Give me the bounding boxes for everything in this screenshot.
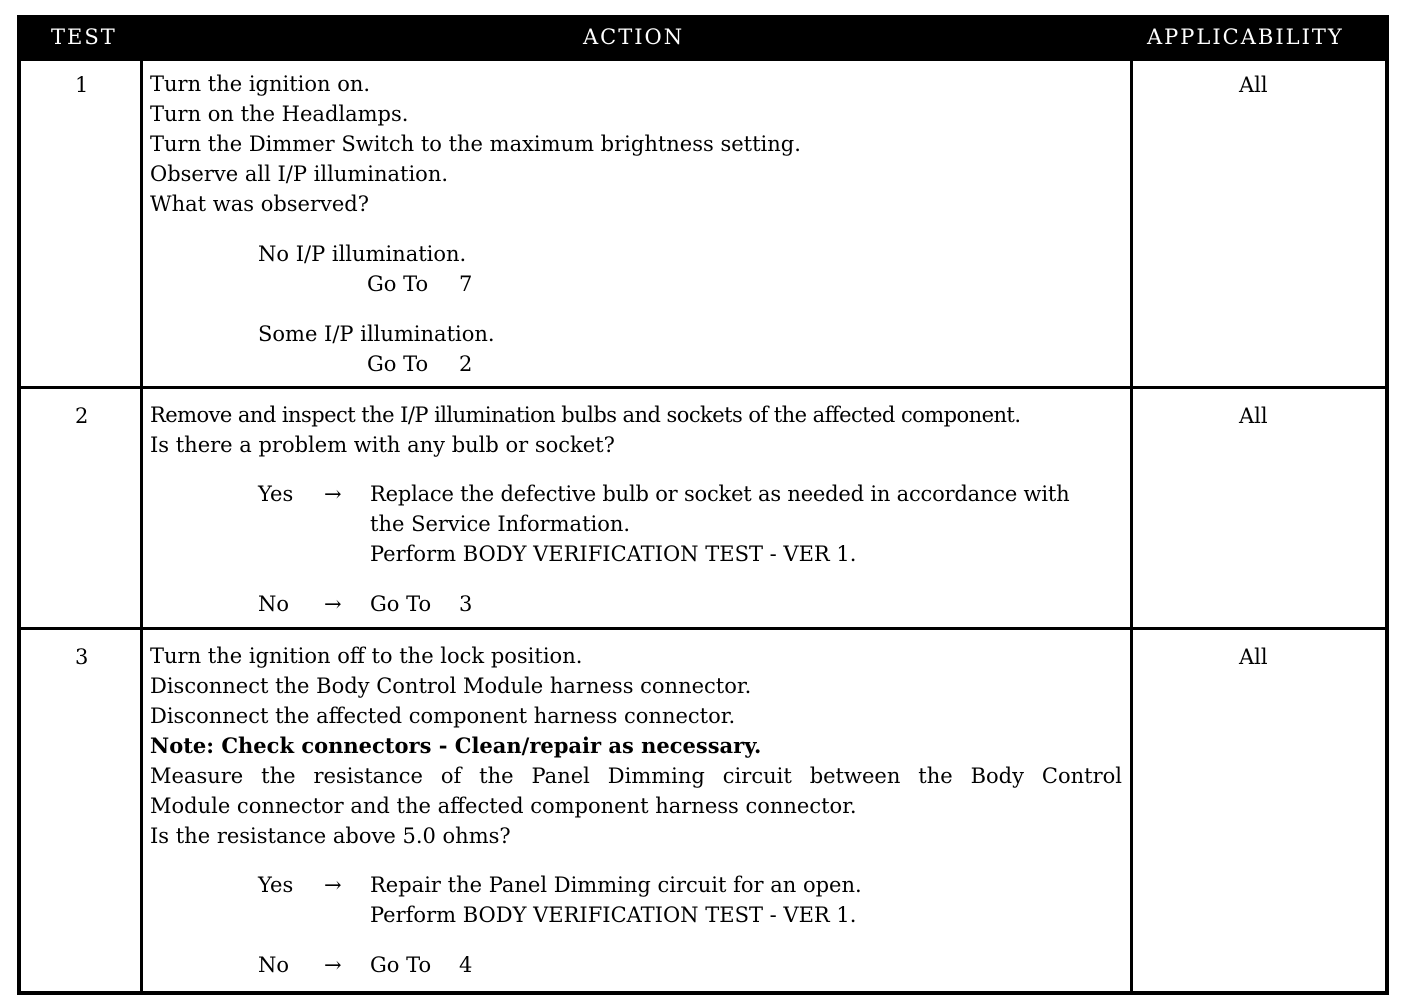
header-test: TEST — [51, 25, 117, 49]
word: Measure — [150, 764, 244, 788]
yes-action: Perform BODY VERIFICATION TEST - VER 1. — [370, 903, 857, 927]
row-divider — [21, 627, 1385, 630]
applicability-value: All — [1239, 645, 1268, 669]
action-step: Turn the ignition off to the lock position. — [150, 644, 583, 668]
word: the — [261, 764, 296, 788]
question: Is the resistance above 5.0 ohms? — [150, 824, 511, 848]
table-header — [21, 19, 1385, 61]
yes-action: the Service Information. — [370, 512, 631, 536]
action-step: Turn the Dimmer Switch to the maximum brightness setting. — [150, 132, 801, 156]
arrow-icon: → — [324, 953, 342, 977]
question: Is there a problem with any bulb or socket? — [150, 433, 615, 457]
note: Note: Check connectors - Clean/repair as necessary. — [150, 733, 762, 758]
word: the — [918, 764, 953, 788]
goto-link[interactable]: 3 — [459, 592, 473, 616]
test-number: 1 — [75, 73, 89, 97]
row-divider — [21, 386, 1385, 389]
test-number: 2 — [75, 404, 89, 428]
goto-label: Go To — [370, 592, 432, 616]
action-step: Turn on the Headlamps. — [150, 102, 409, 126]
header-action: ACTION — [583, 25, 685, 49]
action-step: Observe all I/P illumination. — [150, 162, 449, 186]
action-step: Disconnect the Body Control Module harness connector. — [150, 674, 752, 698]
arrow-icon: → — [324, 592, 342, 616]
yes-label: Yes — [258, 873, 294, 897]
goto-link[interactable]: 2 — [459, 352, 473, 376]
no-label: No — [258, 953, 290, 977]
word: Panel — [531, 764, 590, 788]
applicability-value: All — [1239, 404, 1268, 428]
action-step: Turn the ignition on. — [150, 72, 371, 96]
diagnostic-table — [17, 15, 1389, 995]
option-label: No I/P illumination. — [258, 242, 467, 266]
test-number: 3 — [75, 645, 89, 669]
yes-label: Yes — [258, 482, 294, 506]
goto-label: Go To — [367, 272, 429, 296]
word: of — [440, 764, 462, 788]
action-step — [150, 761, 1122, 791]
word: Control — [1041, 764, 1122, 788]
option-label: Some I/P illumination. — [258, 322, 495, 346]
goto-link[interactable]: 4 — [459, 953, 473, 977]
word: the — [479, 764, 514, 788]
yes-action: Repair the Panel Dimming circuit for an open. — [370, 873, 862, 897]
arrow-icon: → — [324, 873, 342, 897]
applicability-value: All — [1239, 73, 1268, 97]
no-label: No — [258, 592, 290, 616]
goto-label: Go To — [367, 352, 429, 376]
action-step: Module connector and the affected component harness connector. — [150, 794, 857, 818]
yes-action: Perform BODY VERIFICATION TEST - VER 1. — [370, 542, 857, 566]
action-step: Disconnect the affected component harness connector. — [150, 704, 736, 728]
question: What was observed? — [150, 192, 370, 216]
yes-action: Replace the defective bulb or socket as needed in accordance with — [370, 482, 1070, 506]
word: between — [809, 764, 901, 788]
arrow-icon: → — [324, 482, 342, 506]
word: resistance — [313, 764, 423, 788]
action-step: Remove and inspect the I/P illumination bulbs and sockets of the affected component. — [150, 403, 1021, 427]
word: Body — [970, 764, 1024, 788]
word: Dimming — [607, 764, 705, 788]
word: circuit — [722, 764, 792, 788]
column-divider — [140, 61, 143, 995]
goto-link[interactable]: 7 — [459, 272, 473, 296]
header-applicability: APPLICABILITY — [1147, 25, 1344, 49]
column-divider — [1130, 61, 1133, 995]
goto-label: Go To — [370, 953, 432, 977]
